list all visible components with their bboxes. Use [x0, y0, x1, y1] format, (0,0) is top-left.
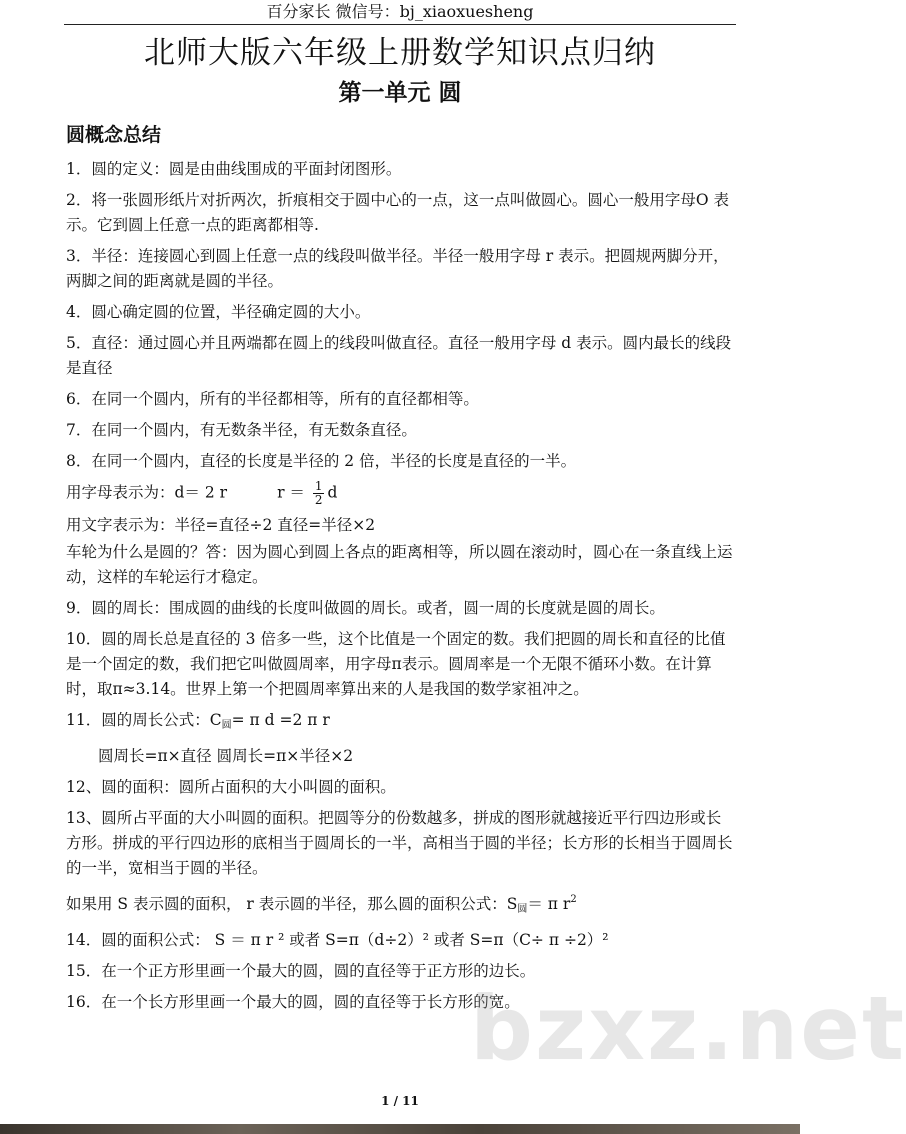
- page-header: 百分家长 微信号：bj_xiaoxuesheng: [266, 2, 534, 21]
- area-formula: [66, 887, 736, 922]
- item-4: 4．圆心确定圆的位置，半径确定圆的大小。: [66, 303, 371, 321]
- item-8: 8．在同一个圆内，直径的长度是半径的 2 倍，半径的长度是直径的一半。: [66, 452, 577, 470]
- header-divider: [64, 24, 736, 25]
- watermark: bzxz.net: [470, 977, 906, 1080]
- area-formula-body: ＝ π r: [527, 895, 571, 913]
- letter-formula-prefix: 用字母表示为：d＝ 2 r: [66, 483, 228, 502]
- item-3: 3．半径：连接圆心到圆上任意一点的线段叫做半径。半径一般用字母 r 表示。把圆规两脚分开，两脚之间的距离就是圆的半径。: [66, 247, 729, 290]
- item-7: 7．在同一个圆内，有无数条半径，有无数条直径。: [66, 421, 417, 439]
- fraction-numerator: 1: [314, 479, 323, 493]
- section-title: 圆概念总结: [66, 124, 162, 146]
- item-15: 15．在一个正方形里画一个最大的圆，圆的直径等于正方形的边长。: [66, 962, 536, 980]
- letter-formula-r: r ＝: [277, 483, 305, 502]
- circumference-formula-body: = π d =2 π r: [231, 711, 330, 729]
- area-subscript: 圆: [517, 904, 528, 915]
- fraction-one-half: [313, 480, 325, 507]
- wheel-question: 车轮为什么是圆的？答：因为圆心到圆上各点的距离相等，所以圆在滚动时，圆心在一条直线上运动，这样的车轮运行才稳定。: [66, 543, 733, 586]
- bottom-edge-strip: [0, 1124, 800, 1134]
- document-title: 北师大版六年级上册数学知识点归纳: [144, 35, 656, 71]
- item-16: 16．在一个长方形里画一个最大的圆，圆的直径等于长方形的宽。: [66, 993, 520, 1011]
- word-formula: 用文字表示为：半径=直径÷2 直径=半径×2: [66, 516, 376, 534]
- item-5: 5．直径：通过圆心并且两端都在圆上的线段叫做直径。直径一般用字母 d 表示。圆内最长的线段是直径: [66, 334, 732, 377]
- item-11: [66, 708, 736, 738]
- item-9: 9．圆的周长：围成圆的曲线的长度叫做圆的周长。或者，圆一周的长度就是圆的周长。: [66, 599, 665, 617]
- letter-formula: [66, 480, 736, 507]
- fraction-denominator: 2: [314, 493, 323, 507]
- circle-subscript: 圆: [221, 720, 232, 731]
- circumference-words: 圆周长=π×直径 圆周长=π×半径×2: [98, 747, 354, 765]
- area-formula-prefix: 如果用 S 表示圆的面积， r 表示圆的半径，那么圆的面积公式：S: [66, 895, 518, 913]
- letter-formula-d: d: [327, 483, 338, 502]
- area-superscript: 2: [570, 894, 577, 905]
- item-13: 13、圆所占平面的大小叫圆的面积。把圆等分的份数越多，拼成的图形就越接近平行四边形或长方形。拼成的平行四边形的底相当于圆周长的一半，高相当于圆的半径；长方形的长相当于圆周长的一半，宽相当于圆的半径。: [66, 809, 733, 877]
- page-number: 1 / 11: [381, 1094, 419, 1108]
- item-12: 12、圆的面积：圆所占面积的大小叫圆的面积。: [66, 778, 396, 796]
- item-10: 10．圆的周长总是直径的 3 倍多一些，这个比值是一个固定的数。我们把圆的周长和直径的比值是一个固定的数，我们把它叫做圆周率，用字母π表示。圆周率是一个无限不循环小数。在计算时，取π≈3.14。世界上第一个把圆周率算出来的人是我国的数学家祖冲之。: [66, 630, 726, 698]
- item-2: 2．将一张圆形纸片对折两次，折痕相交于圆中心的一点，这一点叫做圆心。圆心一般用字母O 表示。它到圆上任意一点的距离都相等.: [66, 191, 729, 234]
- item-14: 14．圆的面积公式： S ＝ π r ² 或者 S=π（d÷2）² 或者 S=π（C÷ π ÷2）²: [66, 931, 609, 949]
- unit-title: 第一单元 圆: [338, 79, 462, 106]
- item-1: 1．圆的定义：圆是由曲线围成的平面封闭图形。: [66, 160, 402, 178]
- circumference-formula-prefix: 11．圆的周长公式：C: [66, 711, 222, 729]
- content-body: [66, 157, 736, 1021]
- item-6: 6．在同一个圆内，所有的半径都相等，所有的直径都相等。: [66, 390, 479, 408]
